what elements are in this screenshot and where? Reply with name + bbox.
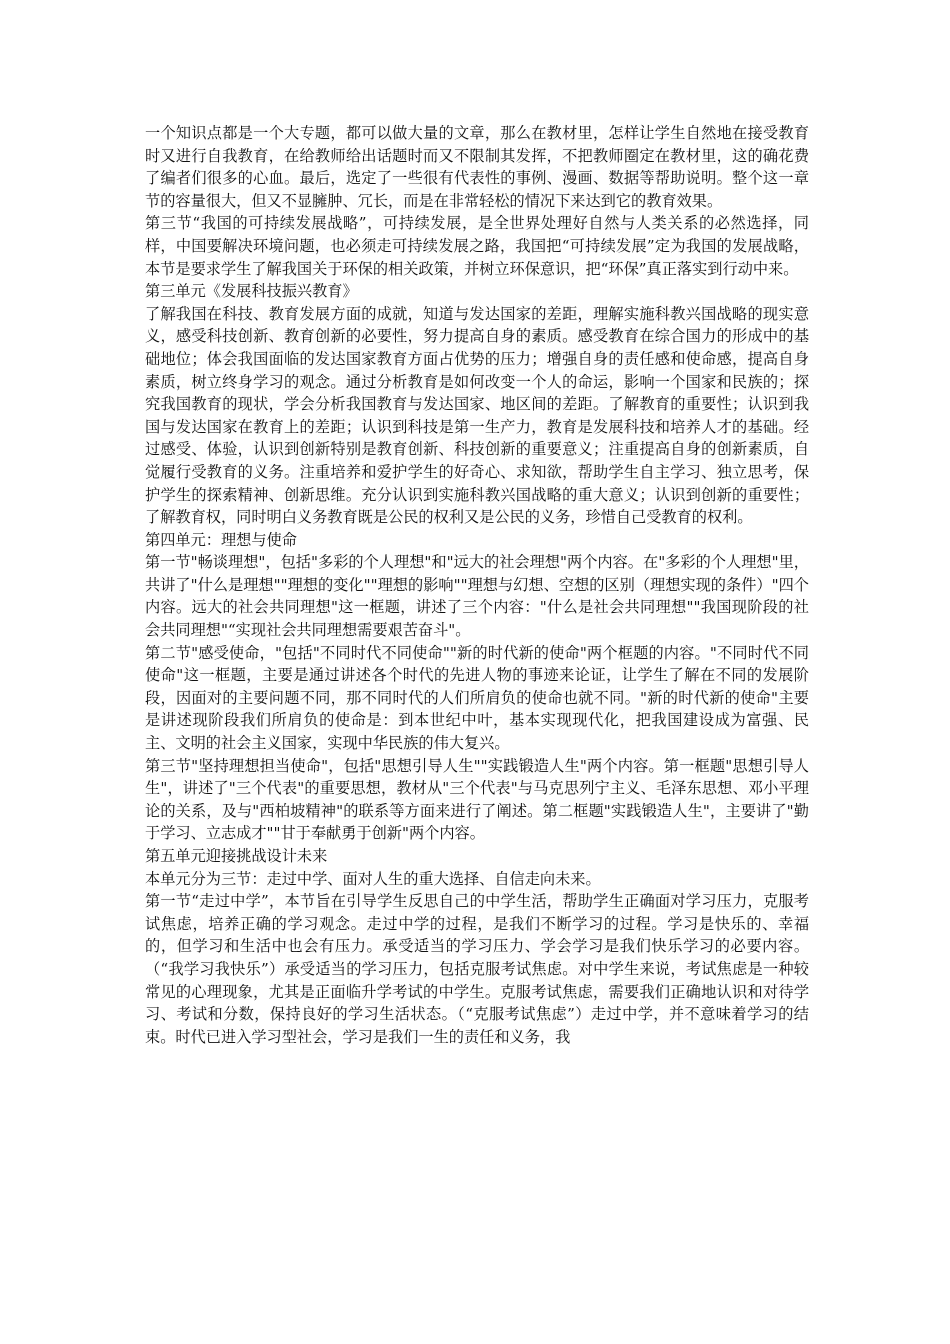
- paragraph-intro: 一个知识点都是一个大专题，都可以做大量的文章，那么在教材里，怎样让学生自然地在接受教育时又进行自我教育，在给教师给出话题时而又不限制其发挥，不把教师圈定在教材里，这的确花费了编者们很多的心血。最后，选定了一些很有代表性的事例、漫画、数据等帮助说明。整个这一章节的容量很大，但又不显臃肿、冗长，而是在非常轻松的情况下来达到它的教育效果。: [145, 124, 809, 210]
- heading-unit-4: 第四单元：理想与使命: [145, 530, 297, 549]
- paragraph-unit-3-body: 了解我国在科技、教育发展方面的成就，知道与发达国家的差距，理解实施科教兴国战略的现实意义，感受科技创新、教育创新的必要性，努力提高自身的素质。感受教育在综合国力的形成中的基础地位；体会我国面临的发达国家教育方面占优势的压力；增强自身的责任感和使命感，提高自身素质，树立终身学习的观念。通过分析教育是如何改变一个人的命运，影响一个国家和民族的；探究我国教育的现状，学会分析我国教育与发达国家、地区间的差距。了解教育的重要性；认识到我国与发达国家在教育上的差距；认识到科技是第一生产力，教育是发展科技和培养人才的基础。经过感受、体验，认识到创新特别是教育创新、科技创新的重要意义；注重提高自身的创新素质，自觉履行受教育的义务。注重培养和爱护学生的好奇心、求知欲，帮助学生自主学习、独立思考，保护学生的探索精神、创新思维。充分认识到实施科教兴国战略的重大意义；认识到创新的重要性；了解教育权，同时明白义务教育既是公民的权利又是公民的义务，珍惜自己受教育的权利。: [145, 304, 809, 527]
- paragraph-unit-4-section-1: 第一节"畅谈理想"，包括"多彩的个人理想"和"远大的社会理想"两个内容。在"多彩的个人理想"里，共讲了"什么是理想""理想的变化""理想的影响""理想与幻想、空想的区别（理想实现的条件）"四个内容。远大的社会共同理想"这一框题，讲述了三个内容："什么是社会共同理想""我国现阶段的社会共同理想"“实现社会共同理想需要艰苦奋斗"。: [145, 553, 809, 640]
- document-page: [145, 122, 809, 1048]
- heading-unit-3: 第三单元《发展科技振兴教育》: [145, 282, 358, 301]
- paragraph-unit-4-section-3: 第三节"坚持理想担当使命"，包括"思想引导人生""实践锻造人生"两个内容。第一框题"思想引导人生"，讲述了"三个代表"的重要思想，教材从"三个代表"与马克思列宁主义、毛泽东思想、邓小平理论的关系，及与"西柏坡精神"的联系等方面来进行了阐述。第二框题"实践锻造人生"，主要讲了"勤于学习、立志成才""甘于奉献勇于创新"两个内容。: [145, 756, 809, 843]
- paragraph-section-3-sustainable: 第三节“我国的可持续发展战略”，可持续发展，是全世界处理好自然与人类关系的必然选择，同样，中国要解决环境问题，也必须走可持续发展之路，我国把“可持续发展”定为我国的发展战略，本节是要求学生了解我国关于环保的相关政策，并树立环保意识，把“环保”真正落实到行动中来。: [145, 214, 809, 278]
- paragraph-unit-5-section-1: 第一节“走过中学”，本节旨在引导学生反思自己的中学生活，帮助学生正确面对学习压力，克服考试焦虑，培养正确的学习观念。走过中学的过程，是我们不断学习的过程。学习是快乐的、幸福的，但学习和生活中也会有压力。承受适当的学习压力、学会学习是我们快乐学习的必要内容。（“我学习我快乐”）承受适当的学习压力，包括克服考试焦虑。对中学生来说，考试焦虑是一种较常见的心理现象，尤其是正面临升学考试的中学生。克服考试焦虑，需要我们正确地认识和对待学习、考试和分数，保持良好的学习生活状态。（“克服考试焦虑”）走过中学，并不意味着学习的结束。时代已进入学习型社会，学习是我们一生的责任和义务，我: [145, 892, 809, 1046]
- paragraph-unit-4-section-2: 第二节"感受使命，"包括"不同时代不同使命""新的时代新的使命"两个框题的内容。"不同时代不同使命"这一框题，主要是通过讲述各个时代的先进人物的事迹来论证，让学生了解在不同的发展阶段，因面对的主要问题不同，那不同时代的人们所肩负的使命也就不同。"新的时代新的使命"主要是讲述现阶段我们所肩负的使命是：到本世纪中叶，基本实现现代化，把我国建设成为富强、民主、文明的社会主义国家，实现中华民族的伟大复兴。: [145, 643, 809, 753]
- paragraph-unit-5-overview: 本单元分为三节：走过中学、面对人生的重大选择、自信走向未来。: [145, 869, 601, 888]
- heading-unit-5: 第五单元迎接挑战设计未来: [145, 847, 328, 865]
